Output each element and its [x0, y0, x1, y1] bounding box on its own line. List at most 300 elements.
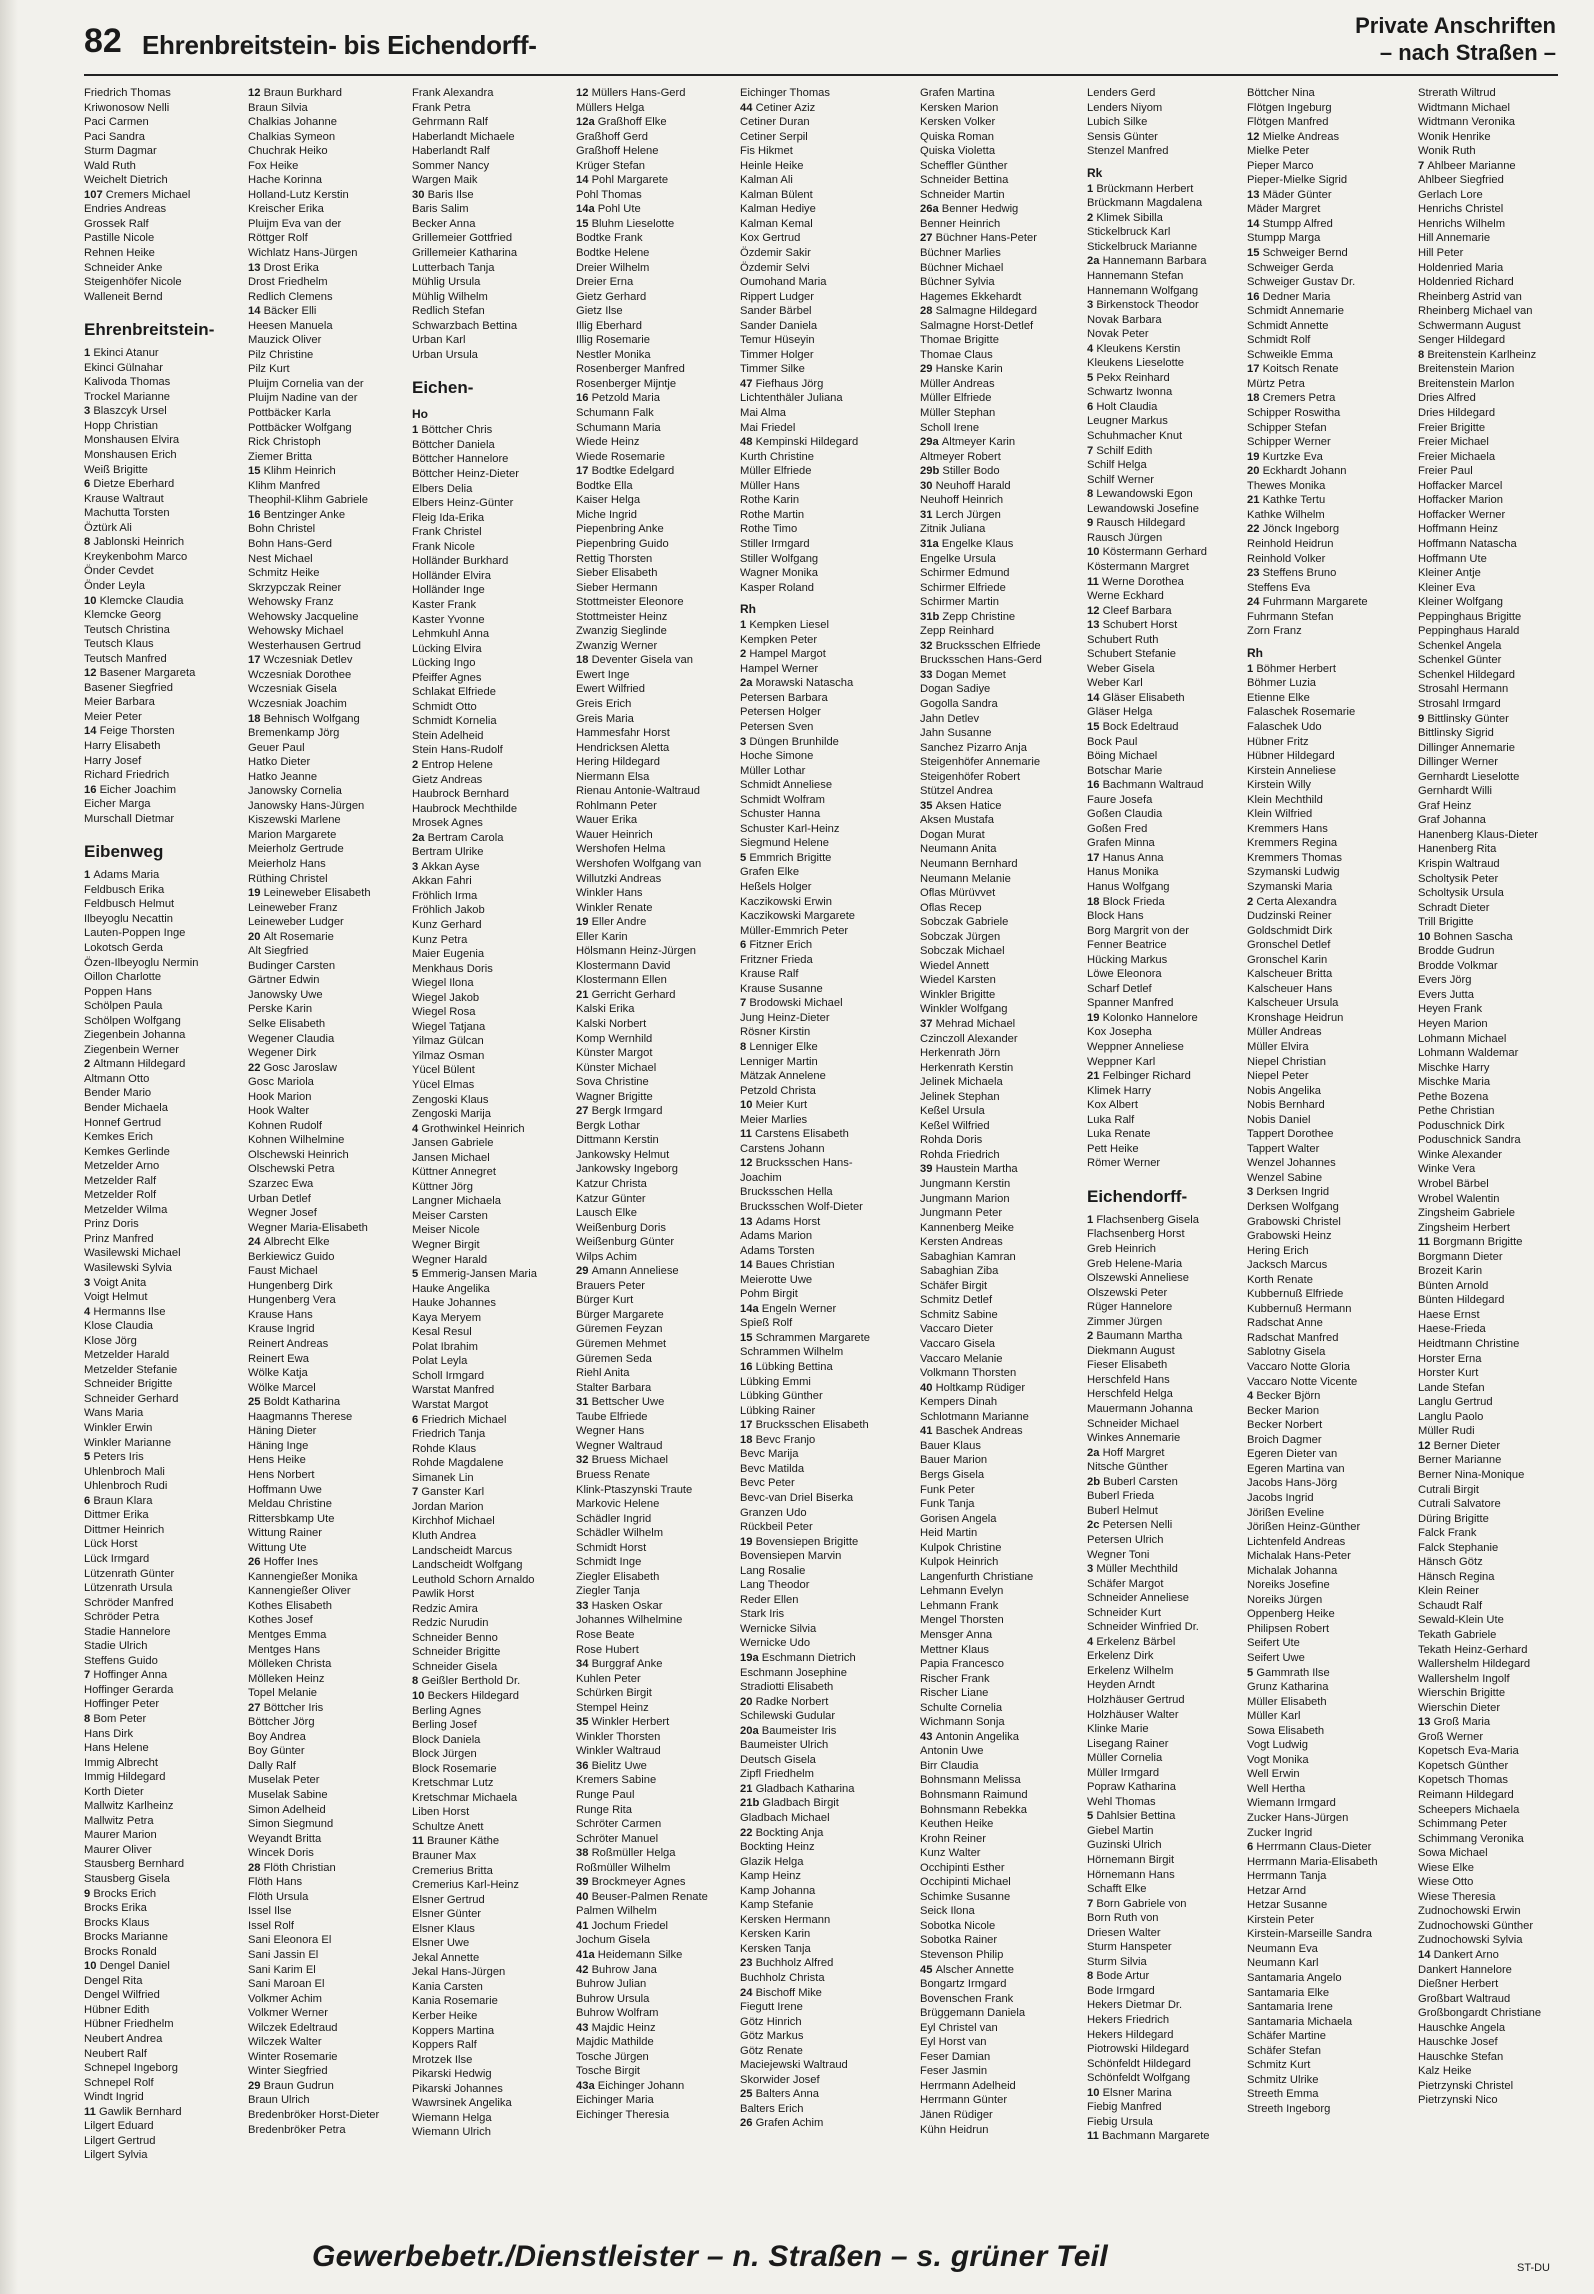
listing-entry: Stottmeister Heinz: [576, 610, 668, 623]
listing-entry: Windt Ingrid: [84, 2091, 144, 2104]
listing-entry: Kalski Erika: [576, 1003, 635, 1016]
listing-entry: Kalz Heike: [1418, 2065, 1472, 2078]
listing-entry: Lücking Ingo: [412, 657, 476, 670]
listing-entry: 9 Brocks Erich: [84, 1887, 157, 1900]
listing-entry: Czinczoll Alexander: [920, 1032, 1018, 1045]
house-number: 34: [576, 1658, 592, 1671]
listing-entry: Olszewski Peter: [1087, 1286, 1168, 1299]
listing-entry: Winkler Hans: [576, 887, 643, 900]
listing-entry: 41 Jochum Friedel: [576, 1919, 669, 1932]
listing-entry: Elbers Heinz-Günter: [412, 497, 514, 510]
listing-entry: Olszewski Anneliese: [1087, 1272, 1189, 1285]
district-code: Ho: [412, 407, 428, 422]
listing-entry: Stiller Irmgard: [740, 537, 810, 550]
listing-entry: Jacobs Hans-Jörg: [1247, 1477, 1338, 1490]
listing-entry: Wegner Hans: [576, 1425, 645, 1438]
page-header: [0, 0, 1594, 82]
listing-entry: Eichinger Theresia: [576, 2109, 670, 2122]
listing-entry: Kohnen Wilhelmine: [248, 1134, 345, 1147]
listing-entry: Hübner Hildegard: [1247, 750, 1335, 763]
listing-entry: Lubich Silke: [1087, 116, 1148, 129]
listing-entry: Muselak Sabine: [248, 1788, 328, 1801]
listing-entry: Wiemann Helga: [412, 2111, 492, 2124]
listing-entry: Mätzak Annelene: [740, 1070, 826, 1083]
listing-entry: Düring Brigitte: [1418, 1512, 1489, 1525]
listing-entry: Thomae Claus: [920, 348, 993, 361]
listing-entry: 18 Cremers Petra: [1247, 392, 1336, 405]
listing-entry: Tappert Dorothee: [1247, 1128, 1334, 1141]
listing-entry: 3 Düngen Brunhilde: [740, 735, 839, 748]
listing-entry: 31 Bettscher Uwe: [576, 1396, 665, 1409]
listing-entry: 1 Kempken Liesel: [740, 619, 829, 632]
listing-entry: Kriwonosow Nelli: [84, 101, 170, 114]
listing-entry: 5 Dahlsier Bettina: [1087, 1810, 1176, 1823]
listing-entry: Kronshage Heidrun: [1247, 1011, 1344, 1024]
listing-entry: Hübner Edith: [84, 2003, 150, 2016]
listing-entry: Kaya Meryem: [412, 1311, 482, 1324]
listing-entry: Becker Anna: [412, 217, 476, 230]
listing-entry: Hans Helene: [84, 1742, 149, 1755]
listing-entry: Wincek Doris: [248, 1847, 314, 1860]
listing-entry: Cetiner Serpil: [740, 130, 808, 143]
listing-entry: Kalscheuer Ursula: [1247, 997, 1339, 1010]
listing-entry: Mensger Anna: [920, 1628, 993, 1641]
listing-entry: Erkelenz Dirk: [1087, 1650, 1154, 1663]
listing-entry: Rösner Kirstin: [740, 1026, 811, 1039]
listing-entry: 2c Petersen Nelli: [1087, 1519, 1173, 1532]
listing-entry: Schneider Martin: [920, 188, 1005, 201]
section-label: [1355, 12, 1556, 66]
listing-entry: Sablotny Gisela: [1247, 1346, 1326, 1359]
listing-entry: 31 Lerch Jürgen: [920, 508, 1001, 521]
listing-entry: Böttcher Nina: [1247, 87, 1315, 99]
listing-entry: Pethe Christian: [1418, 1105, 1495, 1118]
house-number: 14: [1087, 691, 1103, 704]
listing-entry: Bongartz Irmgard: [920, 1978, 1007, 1991]
listing-entry: Yücel Elmas: [412, 1079, 475, 1091]
listing-entry: 19 Bovensiepen Brigitte: [740, 1535, 859, 1548]
listing-entry: Boy Andrea: [248, 1730, 306, 1743]
listing-entry: 14a Engeln Werner: [740, 1302, 837, 1315]
listing-entry: Fieser Elisabeth: [1087, 1359, 1168, 1372]
listing-entry: Kuhlen Peter: [576, 1672, 641, 1685]
listing-entry: Kania Carsten: [412, 1980, 483, 1993]
listing-entry: Vaccaro Notte Vicente: [1247, 1375, 1358, 1388]
listing-entry: Mölleken Heinz: [248, 1672, 325, 1685]
listing-entry: Böttcher Heinz-Dieter: [412, 468, 519, 481]
listing-entry: Klihm Manfred: [248, 479, 321, 492]
listing-entry: 12 Müllers Hans-Gerd: [576, 87, 686, 99]
listing-entry: 8 Bode Artur: [1087, 1970, 1150, 1983]
listing-entry: 3 Blaszcyk Ursel: [84, 405, 167, 418]
house-number: 17: [576, 465, 592, 478]
listing-entry: 32 Brucksschen Elfriede: [920, 639, 1041, 652]
listing-entry: Immig Hildegard: [84, 1771, 166, 1784]
listing-entry: 7 Hoffinger Anna: [84, 1669, 168, 1682]
listing-entry: Rheinberg Astrid van: [1418, 290, 1522, 303]
listing-entry: Sani Jassin El: [248, 1949, 319, 1961]
listing-entry: Götz Hinrich: [740, 2015, 802, 2028]
listing-entry: 2 Klimek Sibilla: [1087, 211, 1163, 224]
listing-entry: Hübner Fritz: [1247, 735, 1309, 748]
house-number: 43: [576, 2021, 592, 2034]
listing-entry: Bruess Renate: [576, 1468, 651, 1481]
listing-entry: Hetzar Susanne: [1247, 1899, 1328, 1912]
listing-entry: 12 Cleef Barbara: [1087, 604, 1172, 617]
listing-entry: Jankowsky Helmut: [576, 1148, 670, 1161]
listing-entry: Krüger Stefan: [576, 159, 646, 172]
house-number: 2c: [1087, 1519, 1103, 1532]
listing-entry: Holländer Elvira: [412, 569, 491, 582]
listing-entry: Lutterbach Tanja: [412, 261, 495, 274]
listing-entry: Schmitz Kurt: [1247, 2059, 1311, 2072]
listing-entry: Schmidt Inge: [576, 1556, 642, 1569]
listing-entry: Stützel Andrea: [920, 785, 993, 798]
listing-entry: Granzen Udo: [740, 1506, 807, 1519]
listing-entry: Klink-Ptaszynski Traute: [576, 1483, 693, 1496]
listing-entry: 12 Berner Dieter: [1418, 1439, 1501, 1452]
listing-entry: Goßen Claudia: [1087, 808, 1163, 821]
listing-entry: Hens Norbert: [248, 1468, 315, 1481]
listing-entry: Graf Johanna: [1418, 814, 1486, 827]
house-number: 10: [412, 1689, 428, 1702]
listing-entry: Eichinger Maria: [576, 2094, 654, 2107]
listing-entry: Pottbäcker Karla: [248, 407, 331, 420]
listing-entry: 38 Roßmüller Helga: [576, 1847, 676, 1860]
listing-entry: Schmidt Rolf: [1247, 334, 1311, 347]
listing-entry: Klinke Marie: [1087, 1723, 1149, 1736]
listing-entry: Hoffmann Ute: [1418, 552, 1487, 565]
house-number: 33: [920, 668, 936, 681]
listing-entry: Wiemann Irmgard: [1247, 1797, 1336, 1810]
listing-entry: Chalkias Johanne: [248, 116, 337, 129]
house-number: 31a: [920, 537, 942, 550]
listing-entry: Warstat Manfred: [412, 1384, 495, 1397]
listing-entry: 4 Kleukens Kerstin: [1087, 342, 1181, 355]
listing-entry: 13 Adams Horst: [740, 1215, 821, 1228]
listing-entry: Metzelder Arno: [84, 1160, 160, 1173]
listing-entry: Stein Hans-Rudolf: [412, 744, 503, 757]
listing-entry: 29 Hanske Karin: [920, 363, 1003, 376]
listing-entry: 25 Balters Anna: [740, 2088, 819, 2101]
listing-entry: Michalak Hans-Peter: [1247, 1550, 1351, 1563]
house-number: 26: [740, 2117, 756, 2130]
listing-entry: Müller Stephan: [920, 407, 996, 420]
listing-entry: Schäfer Martine: [1247, 2030, 1326, 2043]
listing-entry: 9 Bittlinsky Günter: [1418, 712, 1509, 725]
listing-entry: Cetiner Duran: [740, 116, 810, 129]
listing-entry: Engelke Ursula: [920, 552, 996, 565]
listing-entry: Bock Paul: [1087, 735, 1138, 748]
listing-entry: Brocks Klaus: [84, 1916, 150, 1929]
listing-entry: Kremers Sabine: [576, 1774, 657, 1787]
listing-entry: Bittlinsky Sigrid: [1418, 727, 1494, 740]
house-number: 18: [248, 712, 264, 725]
listing-entry: Köstermann Margret: [1087, 560, 1189, 573]
listing-entry: Mai Friedel: [740, 421, 796, 434]
listing-entry: Frank Petra: [412, 101, 471, 114]
listing-entry: 39 Brockmeyer Agnes: [576, 1876, 686, 1889]
listing-entry: Zengoski Klaus: [412, 1093, 489, 1106]
listing-entry: Sani Maroan El: [248, 1978, 325, 1991]
listing-entry: 20 Alt Rosemarie: [248, 930, 334, 943]
listing-entry: Heinle Heike: [740, 159, 804, 172]
listing-entry: Weyandt Britta: [248, 1832, 322, 1845]
listing-entry: Jahn Susanne: [920, 727, 992, 740]
listing-entry: Well Erwin: [1247, 1768, 1300, 1781]
listing-entry: Wallershelm Hildegard: [1418, 1658, 1531, 1671]
listing-entry: Neubert Ralf: [84, 2047, 147, 2060]
listing-entry: Schäfer Stefan: [1247, 2044, 1322, 2057]
listing-entry: Taube Elfriede: [576, 1410, 648, 1423]
listing-entry: Özdemir Sakir: [740, 247, 811, 260]
listing-entry: Winkler Waltraud: [576, 1745, 661, 1758]
listing-entry: Wczesniak Dorothee: [248, 668, 352, 681]
listing-entry: Wegner Birgit: [412, 1239, 480, 1252]
listing-entry: Kulpok Christine: [920, 1541, 1002, 1554]
listing-entry: Kleiner Eva: [1418, 581, 1476, 594]
listing-entry: Issel Ilse: [248, 1905, 292, 1918]
listing-entry: Endries Andreas: [84, 203, 167, 216]
listing-entry: 11 Werne Dorothea: [1087, 575, 1184, 588]
listing-entry: Fritzner Frieda: [740, 953, 813, 966]
listing-entry: Schimke Susanne: [920, 1890, 1011, 1903]
listing-entry: Mühlig Ursula: [412, 276, 481, 289]
house-number: 15: [248, 465, 264, 478]
listing-entry: Rick Christoph: [248, 436, 321, 449]
listing-entry: Stadie Hannelore: [84, 1625, 171, 1638]
listing-entry: Bender Michaela: [84, 1102, 168, 1114]
listing-entry: Wiegel Ilona: [412, 977, 474, 990]
listing-entry: Bohn Hans-Gerd: [248, 537, 332, 550]
listing-entry: Strerath Wiltrud: [1418, 87, 1496, 99]
listing-entry: Scheffler Günther: [920, 159, 1008, 172]
listing-entry: 43a Eichinger Johann: [576, 2079, 685, 2092]
listing-entry: 16 Lübking Bettina: [740, 1361, 833, 1374]
listing-entry: Steigenhöfer Annemarie: [920, 756, 1041, 769]
listing-entry: Kirstein Peter: [1247, 1913, 1315, 1926]
listing-entry: Nestler Monika: [576, 348, 651, 361]
listing-entry: Rischer Frank: [920, 1672, 990, 1685]
listing-entry: Rheinberg Michael van: [1418, 305, 1533, 318]
listing-entry: Noreiks Jürgen: [1247, 1593, 1323, 1606]
house-number: 7: [412, 1486, 422, 1499]
listing-entry: Schlakat Elfriede: [412, 686, 496, 699]
house-number: 2a: [740, 677, 756, 690]
listing-entry: Frank Christel: [412, 526, 482, 539]
listing-entry: 37 Mehrad Michael: [920, 1018, 1016, 1030]
listing-entry: Baumeister Ulrich: [740, 1739, 829, 1752]
listing-entry: Sowa Elisabeth: [1247, 1724, 1325, 1737]
listing-entry: Stadie Ulrich: [84, 1640, 148, 1653]
listing-entry: 10 Meier Kurt: [740, 1099, 808, 1112]
listing-entry: Kathke Wilhelm: [1247, 508, 1325, 521]
listing-entry: Bodtke Ella: [576, 479, 633, 492]
listing-entry: Mettner Klaus: [920, 1643, 990, 1656]
listing-entry: Stickelbruck Marianne: [1087, 240, 1198, 253]
listing-entry: 6 Dietze Eberhard: [84, 478, 175, 491]
house-number: 1: [740, 619, 750, 632]
listing-entry: Zepp Reinhard: [920, 625, 995, 638]
listing-entry: Cremerius Karl-Heinz: [412, 1879, 519, 1892]
directory-column-7: [1087, 86, 1247, 2226]
listing-entry: Korth Renate: [1247, 1273, 1313, 1286]
listing-entry: Stein Adelheid: [412, 729, 484, 742]
listing-entry: Pilz Christine: [248, 348, 314, 361]
listing-entry: Berling Agnes: [412, 1704, 482, 1717]
listing-entry: Müller Elisabeth: [1247, 1695, 1327, 1708]
listing-entry: Keuthen Heike: [920, 1818, 994, 1831]
listing-entry: Hering Erich: [1247, 1244, 1309, 1257]
house-number: 24: [248, 1236, 264, 1249]
listing-entry: Kannenberg Meike: [920, 1221, 1014, 1234]
listing-entry: Schenkel Günter: [1418, 654, 1502, 667]
house-number: 1: [84, 347, 94, 360]
listing-entry: Jörißen Eveline: [1247, 1506, 1325, 1519]
listing-entry: Rittersbkamp Ute: [248, 1512, 335, 1525]
listing-entry: Jahn Detlev: [920, 712, 980, 725]
listing-entry: Schneider Anke: [84, 261, 163, 274]
listing-entry: 40 Beuser-Palmen Renate: [576, 1890, 708, 1903]
listing-entry: 7 Born Gabriele von: [1087, 1897, 1187, 1910]
listing-entry: Kopetsch Eva-Maria: [1418, 1745, 1519, 1758]
listing-entry: 34 Burggraf Anke: [576, 1658, 663, 1671]
listing-entry: Kersken Karin: [740, 1928, 811, 1941]
listing-entry: Steigenhöfer Nicole: [84, 276, 182, 289]
listing-entry: Gietz Andreas: [412, 773, 483, 786]
listing-entry: Leineweber Ludger: [248, 916, 344, 929]
listing-entry: 5 Peters Iris: [84, 1451, 144, 1464]
listing-entry: Heidtmann Christine: [1418, 1338, 1520, 1351]
listing-entry: Graf Heinz: [1418, 799, 1472, 812]
listing-entry: Herkenrath Kerstin: [920, 1061, 1014, 1074]
listing-entry: Greis Maria: [576, 712, 634, 725]
house-number: 8: [412, 1675, 422, 1688]
listing-entry: Breitenstein Marion: [1418, 363, 1515, 376]
listing-entry: Wczesniak Joachim: [248, 697, 347, 710]
listing-entry: Bremenkamp Jörg: [248, 727, 340, 740]
listing-entry: Hering Hildegard: [576, 756, 660, 769]
listing-entry: Wald Ruth: [84, 159, 136, 172]
listing-entry: Salmagne Horst-Detlef: [920, 319, 1034, 332]
listing-entry: 14a Pohl Ute: [576, 203, 641, 216]
listing-entry: 35 Winkler Herbert: [576, 1716, 670, 1729]
listing-entry: 21 Gladbach Katharina: [740, 1782, 855, 1795]
listing-entry: Buberl Helmut: [1087, 1504, 1158, 1517]
listing-entry: 19a Eschmann Dietrich: [740, 1651, 856, 1664]
listing-entry: Derksen Wolfgang: [1247, 1201, 1339, 1214]
listing-entry: Kleiner Antje: [1418, 567, 1481, 580]
house-number: 14: [1247, 217, 1263, 230]
listing-entry: Dogan Murat: [920, 828, 985, 841]
house-number: 10: [1087, 546, 1103, 559]
listing-entry: Streeth Emma: [1247, 2088, 1319, 2101]
listing-entry: Tekath Heinz-Gerhard: [1418, 1643, 1528, 1656]
listing-entry: Stausberg Bernhard: [84, 1858, 185, 1871]
house-number: 25: [248, 1396, 264, 1409]
listing-entry: Sommer Nancy: [412, 159, 490, 172]
listing-entry: Kubbernuß Hermann: [1247, 1302, 1352, 1315]
listing-entry: Stark Iris: [740, 1608, 785, 1621]
listing-entry: Schweiger Gustav Dr.: [1247, 276, 1356, 289]
listing-entry: Rohda Friedrich: [920, 1148, 1000, 1161]
listing-entry: 11 Gawlik Bernhard: [84, 2105, 182, 2118]
listing-entry: Selke Elisabeth: [248, 1018, 326, 1030]
listing-entry: Majdic Mathilde: [576, 2036, 654, 2049]
listing-entry: Teutsch Klaus: [84, 638, 154, 651]
listing-entry: Weiß Brigitte: [84, 463, 148, 476]
listing-entry: Krohn Reiner: [920, 1832, 986, 1845]
house-number: 45: [920, 1963, 936, 1976]
listing-entry: Krause Hans: [248, 1308, 313, 1321]
listing-entry: Wehowsky Michael: [248, 625, 344, 638]
listing-entry: Birr Claudia: [920, 1759, 979, 1772]
listing-entry: Oflas Mürüvvet: [920, 887, 996, 900]
listing-entry: Böttcher Jörg: [248, 1716, 315, 1729]
house-number: 15: [1247, 247, 1263, 260]
listing-entry: 17 Koitsch Renate: [1247, 363, 1339, 376]
listing-entry: Flöth Ursula: [248, 1890, 309, 1903]
listing-entry: Herkenrath Jörn: [920, 1047, 1001, 1060]
listing-entry: Wasilewski Michael: [84, 1247, 181, 1260]
listing-entry: 20 Radke Norbert: [740, 1695, 829, 1708]
listing-entry: Streeth Ingeborg: [1247, 2102, 1331, 2115]
house-number: 4: [84, 1305, 94, 1318]
listing-entry: Greb Helene-Maria: [1087, 1257, 1183, 1270]
listing-entry: Neumann Anita: [920, 843, 997, 856]
listing-entry: Pluijm Nadine van der: [248, 392, 358, 405]
house-number: 15: [1087, 720, 1103, 733]
listing-entry: Tosche Jürgen: [576, 2050, 649, 2063]
listing-entry: Bender Mario: [84, 1087, 152, 1100]
listing-entry: 27 Büchner Hans-Peter: [920, 232, 1037, 245]
listing-entry: 8 Jablonski Heinrich: [84, 536, 185, 549]
listing-entry: Nobis Bernhard: [1247, 1099, 1325, 1112]
listing-entry: 27 Bergk Irmgard: [576, 1105, 663, 1118]
listing-entry: Kersken Volker: [920, 116, 996, 129]
listing-entry: Pluijm Cornelia van der: [248, 377, 364, 390]
listing-entry: Rohde Magdalene: [412, 1457, 504, 1470]
listing-entry: Rippert Ludger: [740, 290, 815, 303]
listing-entry: Elsner Klaus: [412, 1922, 475, 1935]
listing-entry: Petersen Barbara: [740, 691, 828, 704]
house-number: 4: [1087, 1635, 1097, 1648]
directory-column-6: [920, 86, 1080, 2226]
listing-entry: Wiegel Jakob: [412, 991, 480, 1004]
house-number: 29: [248, 2079, 264, 2092]
listing-entry: Kirstein-Marseille Sandra: [1247, 1928, 1372, 1941]
listing-entry: Falck Stephanie: [1418, 1541, 1499, 1554]
listing-entry: Adams Marion: [740, 1230, 813, 1243]
house-number: 7: [1418, 159, 1428, 172]
listing-entry: Elsner Uwe: [412, 1937, 470, 1950]
listing-entry: Piepenbring Anke: [576, 523, 664, 536]
listing-entry: 29 Amann Anneliese: [576, 1265, 679, 1278]
listing-entry: 21 Felbinger Richard: [1087, 1070, 1191, 1083]
listing-entry: Bergk Lothar: [576, 1119, 641, 1132]
listing-entry: Haubrock Mechthilde: [412, 802, 518, 815]
listing-entry: Vaccaro Melanie: [920, 1352, 1003, 1365]
listing-entry: Brauers Peter: [576, 1279, 646, 1292]
listing-entry: Hanenberg Rita: [1418, 843, 1497, 856]
listing-entry: Rosenberger Mijntje: [576, 377, 677, 390]
listing-entry: Breitenstein Marlon: [1418, 377, 1515, 390]
listing-entry: Mallwitz Karlheinz: [84, 1800, 174, 1813]
listing-entry: Westerhausen Gertrud: [248, 639, 361, 652]
listing-entry: Wierschin Dieter: [1418, 1701, 1501, 1714]
listing-entry: Johannes Wilhelmine: [576, 1614, 683, 1627]
listing-entry: Lücking Elvira: [412, 642, 482, 655]
